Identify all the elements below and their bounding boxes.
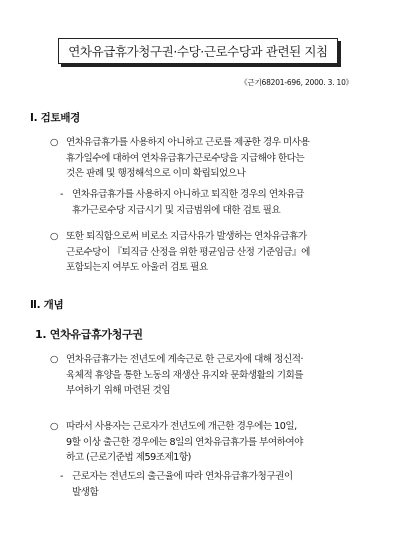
item-line: 포함되는지 여부도 아울러 검토 필요 — [66, 262, 208, 273]
list-item — [50, 419, 370, 466]
item-line: 육체적 휴양을 통한 노동의 재생산 유지와 문화생활의 기회를 — [66, 369, 304, 381]
circle-bullet: ○ — [50, 231, 58, 242]
item-line: 또한 퇴직함으로써 비로소 지급사유가 발생하는 연차유급휴가 — [66, 231, 307, 242]
document-title: 연차유급휴가청구권·수당·근로수당과 관련된 지침 — [68, 44, 328, 59]
item-line: 따라서 사용자는 근로자가 전년도에 개근한 경우에는 10일, — [66, 421, 297, 432]
reference-number: 《근기68201-696, 2000. 3. 10》 — [240, 78, 353, 87]
circle-bullet: ○ — [50, 137, 58, 148]
item-line: 부여하기 위해 마련된 것임 — [66, 385, 171, 396]
circle-bullet: ○ — [50, 421, 58, 432]
section-heading-concept: Ⅱ. 개념 — [30, 299, 64, 311]
item-line: 9할 이상 출근한 경우에는 8일의 연차유급휴가를 부여하여야 — [66, 436, 303, 448]
section-heading-background: Ⅰ. 검토배경 — [30, 112, 81, 124]
dash-bullet: - — [60, 471, 63, 482]
item-line: 휴가근로수당 지급시기 및 지급범위에 대한 검토 필요 — [72, 204, 281, 216]
item-line: 근로자는 전년도의 출근율에 따라 연차유급휴가청구권이 — [72, 471, 293, 482]
list-item — [50, 229, 370, 276]
list-item — [60, 187, 380, 218]
list-item — [50, 352, 370, 399]
item-line: 근로수당이 『퇴직금 산정을 위한 평균임금 산정 기준임금』에 — [66, 246, 310, 258]
list-item — [60, 469, 380, 500]
item-line: 연차유급휴가를 사용하지 아니하고 근로를 제공한 경우 미사용 — [66, 137, 310, 148]
item-line: 하고 (근로기준법 제59조제1항) — [66, 452, 191, 463]
list-item — [50, 135, 370, 182]
item-line: 연차유급휴가는 전년도에 계속근로 한 근로자에 대해 정신적· — [66, 354, 304, 365]
item-line: 발생함 — [72, 486, 99, 498]
dash-bullet: - — [60, 189, 63, 200]
item-line: 연차유급휴가를 사용하지 아니하고 퇴직한 경우의 연차유급 — [72, 189, 304, 200]
circle-bullet: ○ — [50, 354, 58, 365]
subsection-heading: 1. 연차유급휴가청구권 — [35, 328, 143, 341]
item-line: 것은 판례 및 행정해석으로 이미 확립되었으나 — [66, 168, 246, 179]
document-title-box — [58, 38, 338, 64]
item-line: 휴가일수에 대하여 연차유급휴가근로수당을 지급해야 한다는 — [66, 152, 305, 164]
